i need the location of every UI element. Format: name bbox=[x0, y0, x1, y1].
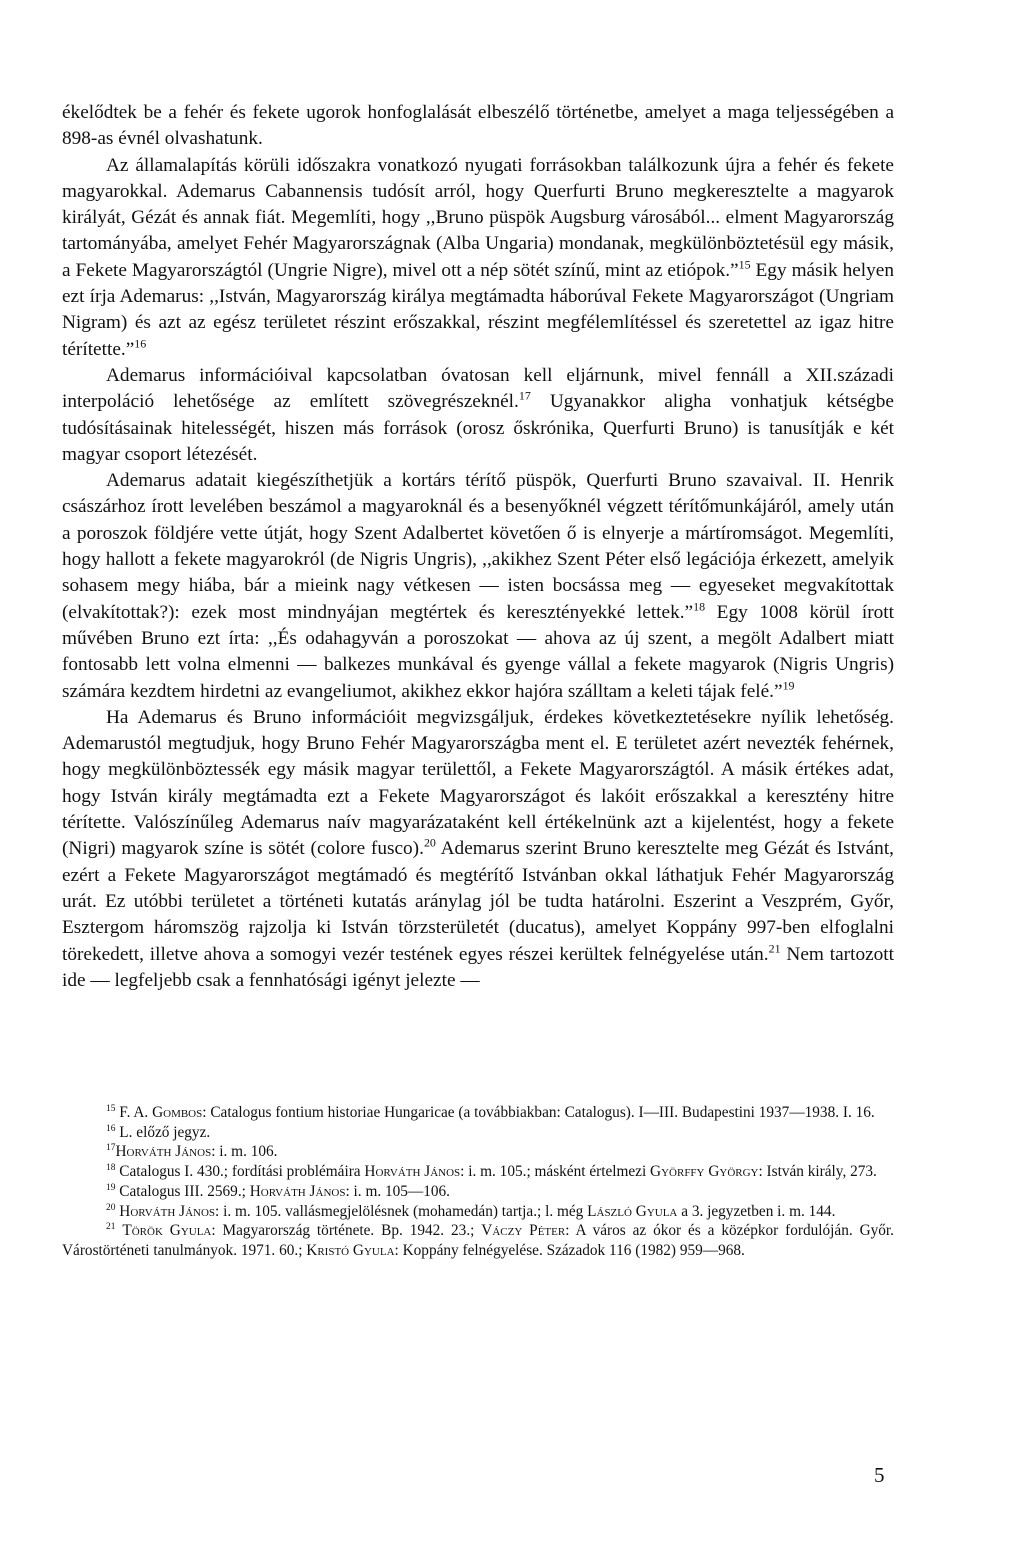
footnote-ref: 16 bbox=[106, 1123, 116, 1134]
paragraph bbox=[62, 153, 894, 363]
footnote bbox=[62, 1162, 894, 1182]
text-run: Nem tartozott ide — legfeljebb csak a fennhatósági igényt jelezte — bbox=[62, 943, 894, 991]
text-run: Ademarus információival kapcsolatban óvatosan kell eljárnunk, mivel fennáll a XII.századi interpoláció lehetősége az említett szövegrészeknél. bbox=[62, 364, 894, 413]
author-name: Váczy Péter bbox=[481, 1222, 566, 1240]
paragraph bbox=[62, 363, 894, 468]
footnote-ref: 21 bbox=[768, 941, 781, 956]
paragraph bbox=[62, 468, 894, 705]
footnote bbox=[62, 1221, 894, 1260]
text-run: Catalogus I. 430.; fordítási problémáira bbox=[115, 1163, 365, 1181]
text-run: Ugyanakkor aligha vonhatjuk kétségbe tudósításainak hitelességét, hiszen más források (orosz őskrónika, Querfurti Bruno) is tanusítják e két magyar csoport létezését. bbox=[62, 391, 894, 465]
footnote-ref: 20 bbox=[106, 1202, 116, 1213]
author-name: László Gyula bbox=[587, 1202, 678, 1220]
text-run: Egy 1008 körül írott művében Bruno ezt írta: ,,És odahagyván a poroszokat — ahova az új szent, a megölt Adalbert miatt fontosabb lett volna elmenni — balkezes munkával és gyenge vállal a fekete magyarok (Nigris Ungris) számára kezdtem hirdetni az evangeliumot, akikhez ekkor hajóra szálltam a keleti tájak felé.” bbox=[62, 601, 894, 702]
text-run: F. A. bbox=[115, 1104, 153, 1121]
text-run: Egy másik helyen ezt írja Ademarus: ,,István, Magyarország királya megtámadta háborúval Fekete Magyarországot (Ungriam Nigram) és azt az egész területet részint erőszakkal, részint megfélemlítéssel és szeretettel az igaz hitre térítette.” bbox=[62, 259, 894, 360]
text-run: : i. m. 105.; másként értelmezi bbox=[460, 1163, 651, 1181]
text-run: : i. m. 105. vallásmegjelölésnek (mohamedán) tartja.; l. még bbox=[215, 1202, 588, 1220]
paragraph bbox=[62, 100, 894, 153]
author-name: Horváth János bbox=[364, 1163, 461, 1181]
author-name: Gombos bbox=[152, 1104, 203, 1121]
footnote-ref: 15 bbox=[106, 1103, 116, 1114]
text-run: L. előző jegyz. bbox=[115, 1123, 211, 1141]
footnote-ref: 17 bbox=[518, 388, 531, 403]
footnote-ref: 21 bbox=[106, 1222, 116, 1233]
author-name: Török Gyula bbox=[122, 1222, 212, 1240]
text-run: : i. m. 105—106. bbox=[345, 1182, 450, 1200]
text-run: Az államalapítás körüli időszakra vonatkozó nyugati forrásokban találkozunk újra a fehér és fekete magyarokkal. Ademarus Cabannensis tudósít arról, hogy Querfurti Bruno megkeresztelte a magyarok királyát, Gézát és annak fiát. Megemlíti, hogy ,,Bruno püspök Augsburg városából... elment Magyarország tartományába, amelyet Fehér Magyarországnak (Alba Ungaria) mondanak, megkülönböztetésül egy másik, a Fekete Magyarországtól (Ungrie Nigre), mivel ott a nép sötét színű, mint az etiópok.” bbox=[62, 154, 894, 281]
footnote-ref: 20 bbox=[423, 835, 436, 850]
footnote bbox=[62, 1142, 894, 1162]
footnote bbox=[62, 1202, 894, 1222]
text-run: ékelődtek be a fehér és fekete ugorok honfoglalását elbeszélő történetbe, amelyet a maga teljességében a 898-as évnél olvashatunk. bbox=[62, 102, 894, 150]
text-run: Ademarus szerint Bruno keresztelte meg Gézát és Istvánt, ezért a Fekete Magyarországot megtámadó és megtérítő Istvánban okkal láthatjuk Fehér Magyarország urát. Ez utóbbi területet a történeti kutatás aránylag jól be tudta határolni. Eszerint a Veszprém, Győr, Esztergom háromszög rajzolja ki István törzsterületét (ducatus), amelyet Koppány 997-ben elfoglalni törekedett, illetve ahova a somogyi vezér testének egyes részei kerültek felnégyelése után. bbox=[62, 838, 894, 965]
page-body bbox=[62, 100, 894, 994]
footnote-ref: 15 bbox=[738, 257, 751, 272]
paragraph bbox=[62, 705, 894, 994]
page-number: 5 bbox=[874, 1463, 885, 1487]
author-name: Horváth János bbox=[115, 1143, 212, 1161]
text-run: : A város az ókor és a középkor fordulóján. Győr. Várostörténeti tanulmányok. 1971. 60.; bbox=[62, 1222, 894, 1259]
footnote-ref: 19 bbox=[106, 1182, 116, 1193]
main-text bbox=[62, 100, 894, 994]
author-name: Horváth János bbox=[249, 1182, 346, 1200]
text-run: a 3. jegyzetben i. m. 144. bbox=[677, 1202, 836, 1220]
author-name: Kristó Gyula bbox=[306, 1241, 395, 1259]
text-run: : Catalogus fontium historiae Hungaricae (a továbbiakban: Catalogus). I—III. Budapestini 1937—1938. I. 16. bbox=[202, 1104, 875, 1121]
author-name: Horváth János bbox=[119, 1202, 216, 1220]
footnote-ref: 17 bbox=[106, 1143, 116, 1154]
footnote-ref: 18 bbox=[106, 1163, 116, 1174]
author-name: Györffy György bbox=[650, 1163, 759, 1181]
footnote bbox=[62, 1182, 894, 1202]
text-run: : Magyarország története. Bp. 1942. 23.; bbox=[211, 1222, 482, 1240]
text-run: : István király, 273. bbox=[758, 1163, 877, 1181]
footnote-ref: 18 bbox=[693, 599, 706, 614]
footnote-ref: 16 bbox=[134, 336, 147, 351]
footnote bbox=[62, 1123, 894, 1143]
footnotes bbox=[62, 1103, 894, 1261]
footnote bbox=[62, 1103, 894, 1123]
text-run: : Koppány felnégyelése. Századok 116 (1982) 959—968. bbox=[394, 1241, 745, 1259]
text-run: Ha Ademarus és Bruno információit megvizsgáljuk, érdekes következtetésekre nyílik lehetőség. Ademarustól megtudjuk, hogy Bruno Fehér Magyarországba ment el. E területet azért nevezték fehérnek, hogy megkülönböztessék egy másik magyar területtől, a Fekete Magyarországtól. A másik értékes adat, hogy István király megtámadta ezt a Fekete Magyarországot és lakóit erőszakkal a keresztény hitre térítette. Valószínűleg Ademarus naív magyarázataként kell értékelnünk azt a kijelentést, hogy a fekete (Nigri) magyarok színe is sötét (colore fusco). bbox=[62, 706, 894, 860]
footnote-ref: 19 bbox=[782, 678, 795, 693]
text-run: Ademarus adatait kiegészíthetjük a kortárs térítő püspök, Querfurti Bruno szavaival. II. Henrik császárhoz írott levelében beszámol a magyaroknál és a besenyőknél végzett térítőmunkájáról, amely után a poroszok földjére vette útját, hogy Szent Adalbertet követően ő is elnyerje a mártíromságot. Megemlíti, hogy hallott a fekete magyarokról (de Nigris Ungris), ,,akikhez Szent Péter első legációja érkezett, amelyik sohasem megy hiába, bár a mieink nagy vétkesen — isten bocsássa meg — egyeseket megvakítottak (elvakítottak?): ezek most mindnyájan megtértek és keresztényekké lettek.” bbox=[62, 470, 894, 623]
text-run: Catalogus III. 2569.; bbox=[115, 1182, 250, 1200]
text-run: : i. m. 106. bbox=[211, 1143, 278, 1161]
